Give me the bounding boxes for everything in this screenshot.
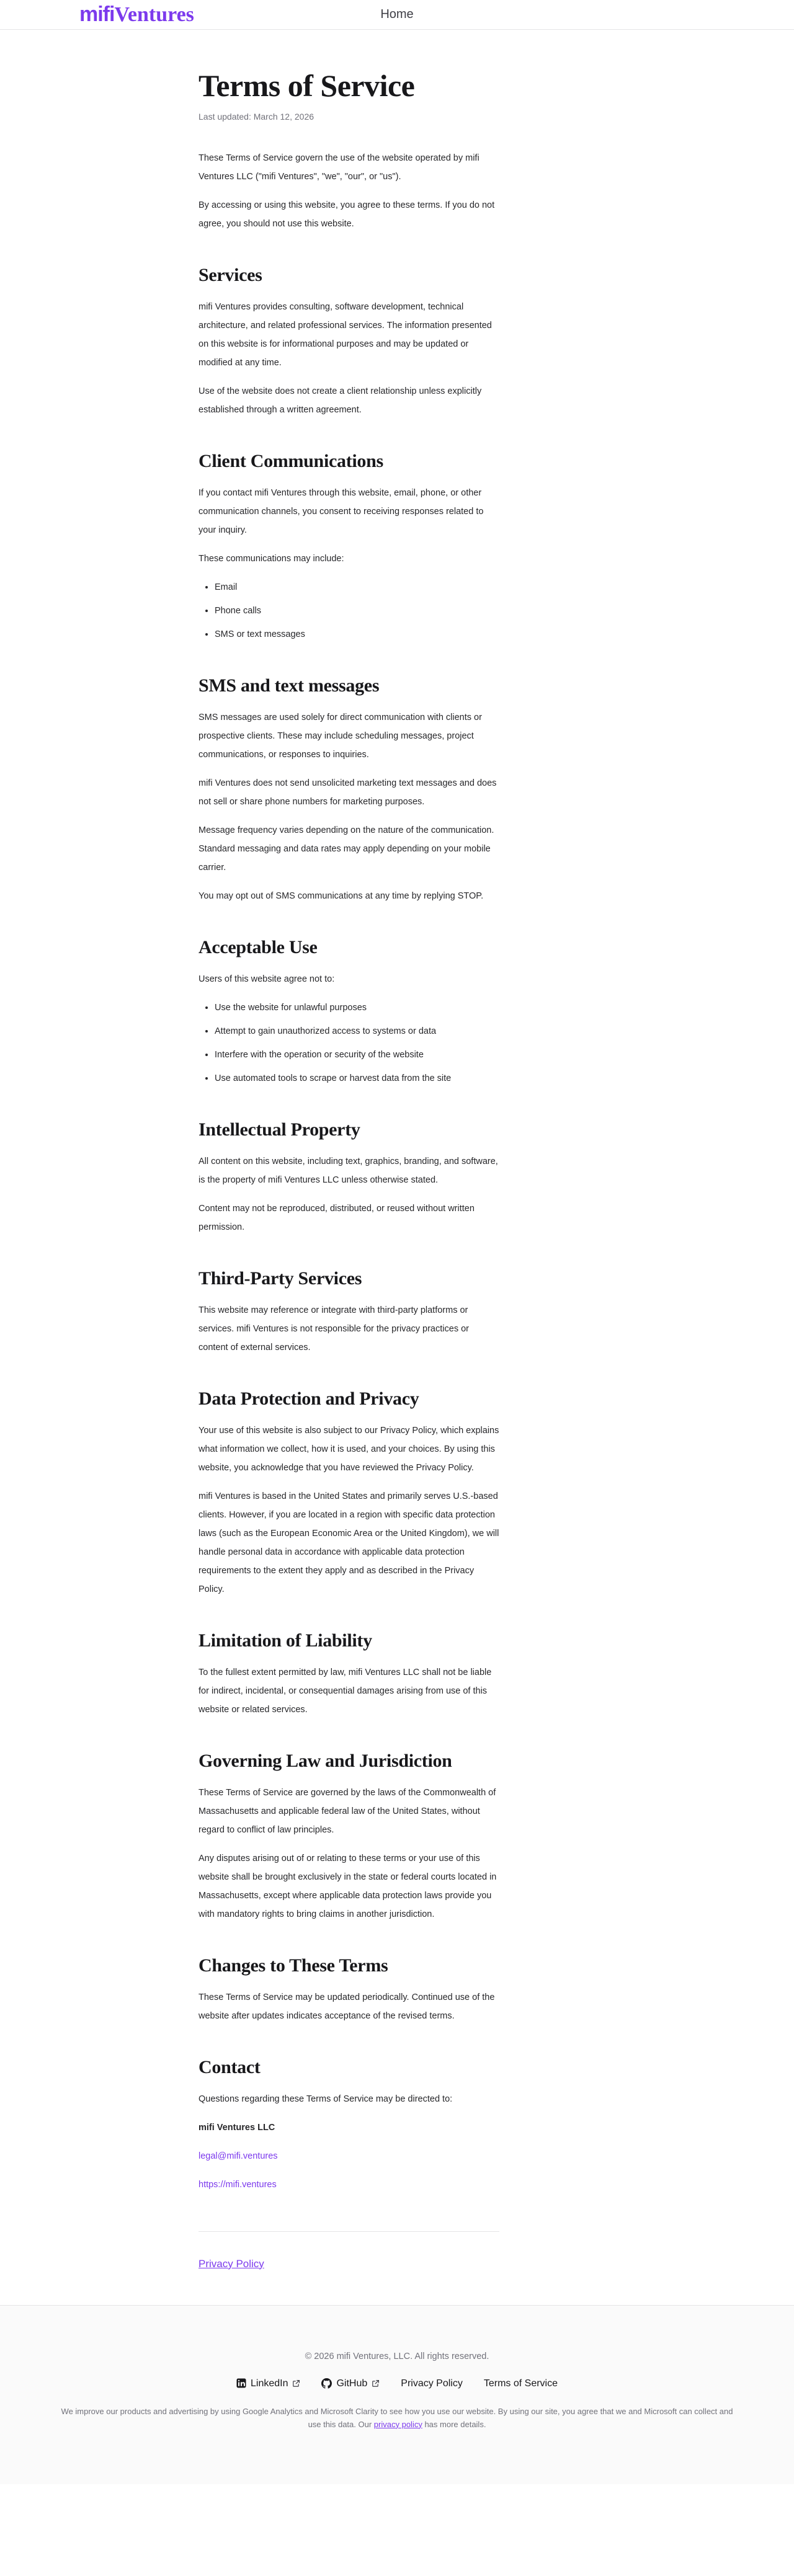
paragraph: Message frequency varies depending on the nature of the communication. Standard messaging and data rates may apply depending on your mobile carrier. <box>198 825 494 873</box>
footer-link-privacy-policy[interactable] <box>401 2377 463 2390</box>
contact-website-link[interactable]: https://mifi.ventures <box>198 2179 277 2190</box>
section-heading: Acceptable Use <box>198 936 318 957</box>
footer-link-github[interactable] <box>321 2377 380 2390</box>
page-title: Terms of Service <box>198 68 415 103</box>
footer-link-label: Privacy Policy <box>401 2378 463 2389</box>
paragraph: Your use of this website is also subject to our Privacy Policy, which explains what information we collect, how it is used, and your choices. By using this website, you acknowledge that you have reviewed the Privacy Policy. <box>198 1425 499 1473</box>
list-item: • Attempt to gain unauthorized access to systems or data <box>215 1022 499 1041</box>
section-heading: Changes to These Terms <box>198 1955 388 1976</box>
last-updated: Last updated: March 12, 2026 <box>198 111 314 122</box>
paragraph: Content may not be reproduced, distributed, or reused without written permission. <box>198 1203 475 1232</box>
bullet-list <box>198 578 499 644</box>
nav-home-link[interactable]: Home <box>380 7 414 21</box>
divider <box>198 2231 499 2232</box>
logo-mifi: mifi <box>79 2 115 26</box>
paragraph: By accessing or using this website, you agree to these terms. If you do not agree, you should not use this website. <box>198 200 495 229</box>
paragraph: mifi Ventures does not send unsolicited marketing text messages and does not sell or share phone numbers for marketing purposes. <box>198 778 497 807</box>
contact-link-row <box>198 2175 499 2194</box>
paragraph: Users of this website agree not to: <box>198 974 335 984</box>
contact-link-row <box>198 2147 499 2165</box>
list-item: • Interfere with the operation or security of the website <box>215 1046 499 1064</box>
fine-print-privacy-link[interactable]: privacy policy <box>373 2419 422 2429</box>
footer-link-label: Terms of Service <box>483 2378 558 2389</box>
logo-ventures: Ventures <box>114 3 194 26</box>
list-item: • Use the website for unlawful purposes <box>215 998 499 1017</box>
analytics-disclosure-text-2: has more details. <box>422 2419 486 2429</box>
paragraph: These Terms of Service are governed by the laws of the Commonwealth of Massachusetts and applicable federal law of the United States, without regard to conflict of law principles. <box>198 1787 496 1835</box>
paragraph: To the fullest extent permitted by law, mifi Ventures LLC shall not be liable for indirect, incidental, or consequential damages arising from use of this website or related services. <box>198 1667 492 1715</box>
github-icon <box>321 2378 332 2389</box>
external-link-icon <box>372 2379 380 2387</box>
site-footer <box>0 2305 794 2484</box>
paragraph: These Terms of Service may be updated periodically. Continued use of the website after updates indicates acceptance of the revised terms. <box>198 1992 495 2021</box>
privacy-policy-link[interactable]: Privacy Policy <box>198 2257 264 2270</box>
section-heading: Governing Law and Jurisdiction <box>198 1750 452 1771</box>
paragraph: All content on this website, including text, graphics, branding, and software, is the property of mifi Ventures LLC unless otherwise stated. <box>198 1156 498 1185</box>
paragraph: You may opt out of SMS communications at any time by replying STOP. <box>198 890 484 901</box>
logo[interactable] <box>79 4 194 25</box>
paragraph: SMS messages are used solely for direct communication with clients or prospective clients. These may include scheduling messages, project communications, or responses to inquiries. <box>198 712 482 760</box>
section-heading: Third-Party Services <box>198 1268 362 1289</box>
paragraph: If you contact mifi Ventures through this website, email, phone, or other communication channels, you consent to receiving responses related to your inquiry. <box>198 487 484 535</box>
paragraph: Any disputes arising out of or relating to these terms or your use of this website shall be brought exclusively in the state or federal courts located in Massachusetts, except where applicable data protection laws provide you with mandatory rights to bring claims in another jurisdiction. <box>198 1853 497 1919</box>
analytics-disclosure-text: We improve our products and advertising by using Google Analytics and Microsoft Clarity to see how you use our website. By using our site, you agree that we and Microsoft can collect and use this data. Our <box>61 2406 733 2429</box>
bullet-list <box>198 998 499 1088</box>
main-content <box>198 30 596 2305</box>
paragraph: Use of the website does not create a client relationship unless explicitly established through a written agreement. <box>198 386 482 415</box>
paragraph: mifi Ventures provides consulting, software development, technical architecture, and related professional services. The information presented on this website is for informational purposes and may be updated or modified at any time. <box>198 301 492 368</box>
external-link-icon <box>292 2379 300 2387</box>
footer-links <box>0 2377 794 2390</box>
footer-link-label: LinkedIn <box>250 2378 288 2389</box>
section-heading: SMS and text messages <box>198 675 380 696</box>
analytics-disclosure <box>56 2405 738 2431</box>
paragraph: Questions regarding these Terms of Service may be directed to: <box>198 2094 453 2104</box>
list-item: • Email <box>215 578 499 597</box>
list-item: • Use automated tools to scrape or harvest data from the site <box>215 1069 499 1088</box>
section-heading: Limitation of Liability <box>198 1630 372 1651</box>
section-heading: Contact <box>198 2056 261 2077</box>
article-body <box>198 149 596 2194</box>
paragraph: These communications may include: <box>198 553 344 564</box>
paragraph: These Terms of Service govern the use of the website operated by mifi Ventures LLC ("mifi Ventures", "we", "our", or "us"). <box>198 153 480 182</box>
footer-link-label: GitHub <box>336 2378 368 2389</box>
site-header <box>0 0 794 30</box>
footer-link-linkedin[interactable] <box>236 2377 301 2390</box>
copyright-text: © 2026 mifi Ventures, LLC. All rights reserved. <box>305 2351 489 2361</box>
list-item: • Phone calls <box>215 602 499 620</box>
footer-link-terms-of-service[interactable] <box>484 2377 558 2390</box>
contact-email-link[interactable]: legal@mifi.ventures <box>198 2151 278 2161</box>
section-heading: Data Protection and Privacy <box>198 1388 419 1409</box>
section-heading: Client Communications <box>198 450 383 471</box>
paragraph: This website may reference or integrate with third-party platforms or services. mifi Ventures is not responsible for the privacy practices or content of external services. <box>198 1305 469 1352</box>
list-item: • SMS or text messages <box>215 625 499 644</box>
section-heading: Services <box>198 264 262 285</box>
company-name-text: mifi Ventures LLC <box>198 2122 275 2133</box>
paragraph: mifi Ventures is based in the United States and primarily serves U.S.-based clients. However, if you are located in a region with specific data protection laws (such as the European Economic Area or the United Kingdom), we will handle personal data in accordance with applicable data protection requirements to the extent they apply and as described in the Privacy Policy. <box>198 1491 499 1594</box>
linkedin-icon <box>236 2378 246 2388</box>
section-heading: Intellectual Property <box>198 1119 360 1140</box>
